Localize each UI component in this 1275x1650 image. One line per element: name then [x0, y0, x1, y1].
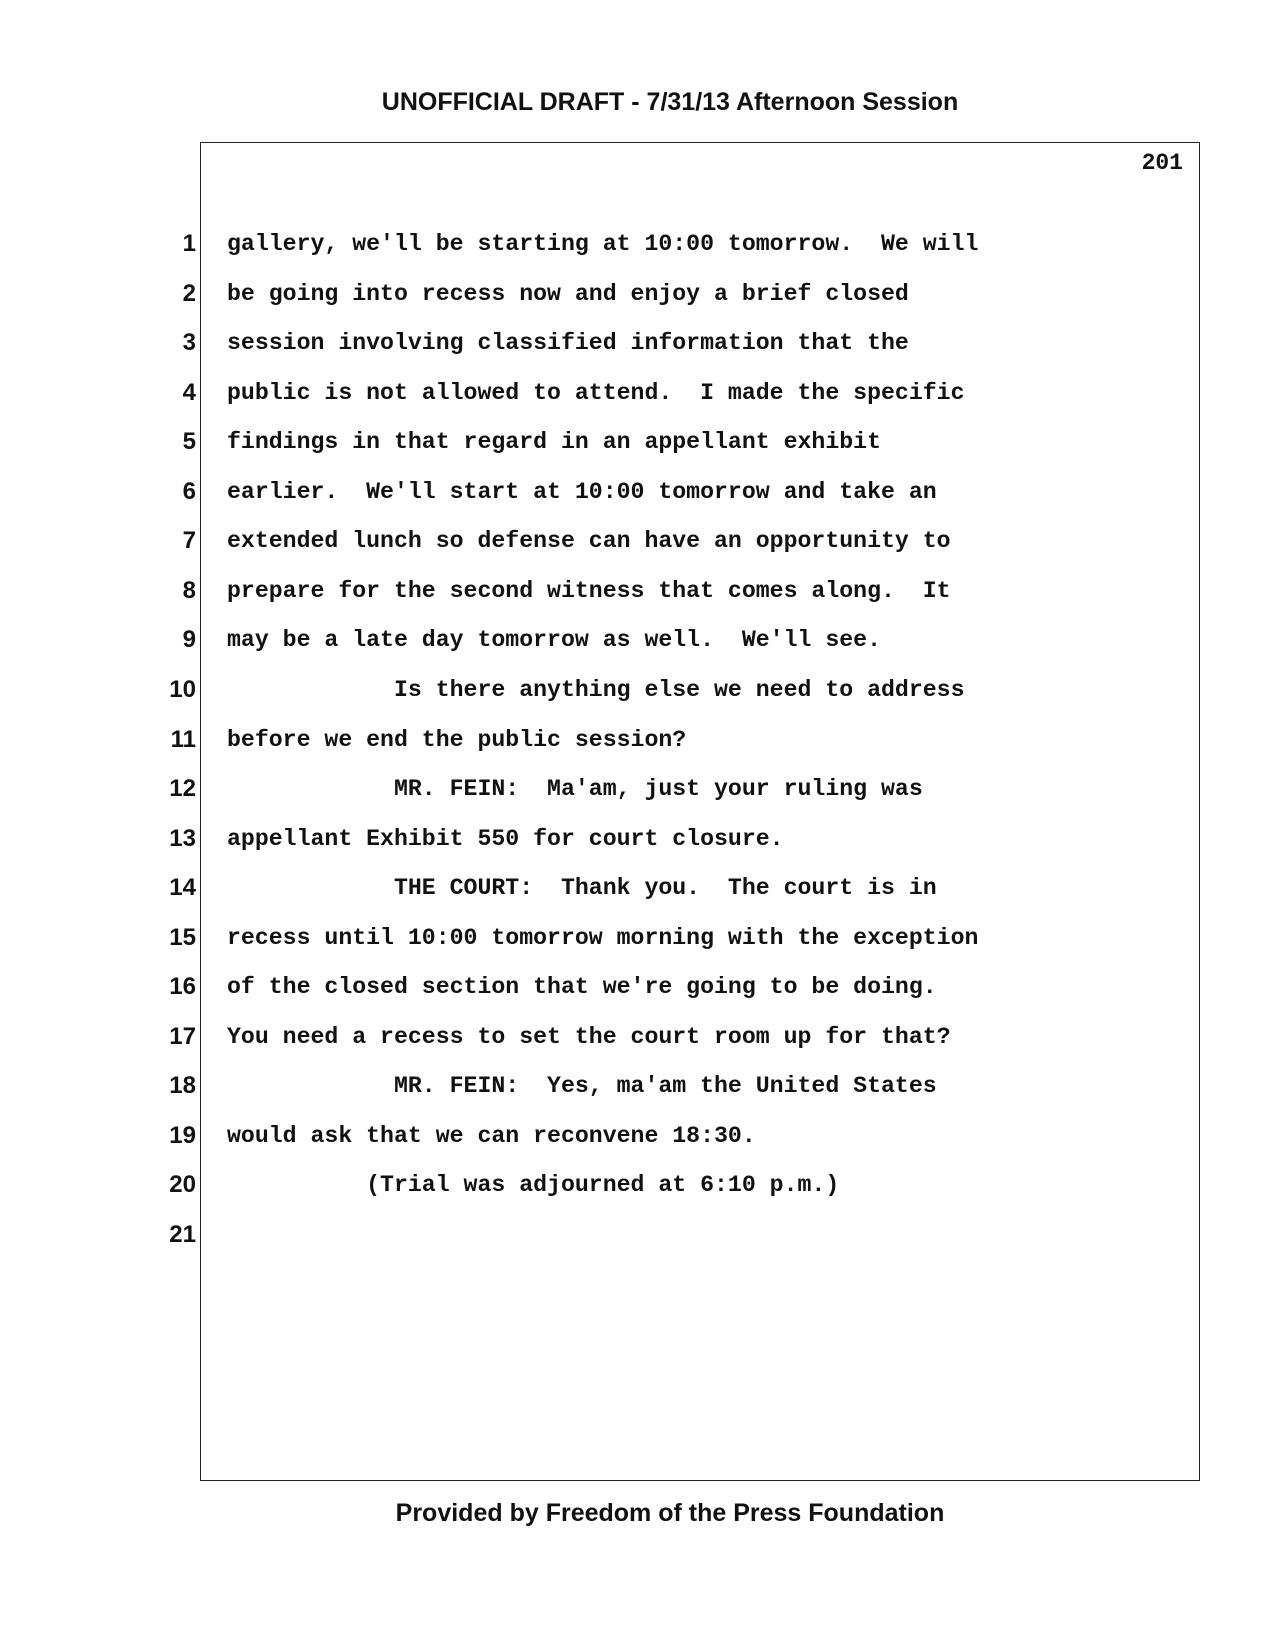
- line-number: 3: [182, 329, 196, 356]
- transcript-line: You need a recess to set the court room up for that?: [227, 1024, 951, 1050]
- line-number: 18: [169, 1072, 196, 1099]
- transcript-line: of the closed section that we're going to be doing.: [227, 974, 937, 1000]
- transcript-line: THE COURT: Thank you. The court is in: [227, 875, 937, 901]
- line-number: 10: [169, 676, 196, 703]
- line-number: 17: [169, 1023, 196, 1050]
- transcript-line: (Trial was adjourned at 6:10 p.m.): [227, 1172, 840, 1198]
- line-number: 1: [182, 230, 196, 257]
- line-number: 21: [169, 1221, 196, 1248]
- line-number: 11: [170, 726, 196, 753]
- transcript-line: public is not allowed to attend. I made the specific: [227, 380, 965, 406]
- transcript-line: findings in that regard in an appellant exhibit: [227, 429, 881, 455]
- transcript-line: prepare for the second witness that comes along. It: [227, 578, 951, 604]
- line-number: 20: [169, 1171, 196, 1198]
- transcript-line: would ask that we can reconvene 18:30.: [227, 1123, 756, 1149]
- transcript-line: session involving classified information that the: [227, 330, 909, 356]
- line-number: 9: [182, 626, 196, 653]
- transcript-line: before we end the public session?: [227, 727, 687, 753]
- line-number: 14: [169, 874, 196, 901]
- page-number: 201: [1141, 150, 1183, 176]
- transcript-line: gallery, we'll be starting at 10:00 tomorrow. We will: [227, 231, 979, 257]
- line-number: 8: [182, 577, 196, 604]
- transcript-line: MR. FEIN: Ma'am, just your ruling was: [227, 776, 923, 802]
- document-header: UNOFFICIAL DRAFT - 7/31/13 Afternoon Session: [381, 88, 959, 116]
- line-number: 4: [182, 379, 196, 406]
- transcript-line: be going into recess now and enjoy a brief closed: [227, 281, 909, 307]
- transcript-line: MR. FEIN: Yes, ma'am the United States: [227, 1073, 937, 1099]
- document-footer: Provided by Freedom of the Press Foundation: [395, 1499, 945, 1527]
- transcript-line: earlier. We'll start at 10:00 tomorrow and take an: [227, 479, 937, 505]
- transcript-line: appellant Exhibit 550 for court closure.: [227, 826, 784, 852]
- line-number: 5: [182, 428, 196, 455]
- line-number: 7: [182, 527, 196, 554]
- transcript-line: extended lunch so defense can have an opportunity to: [227, 528, 951, 554]
- transcript-line: may be a late day tomorrow as well. We'll see.: [227, 627, 881, 653]
- transcript-line: Is there anything else we need to address: [227, 677, 965, 703]
- line-number: 19: [169, 1122, 196, 1149]
- line-number: 15: [169, 924, 196, 951]
- line-number: 12: [169, 775, 196, 802]
- line-number: 16: [169, 973, 196, 1000]
- line-number: 13: [169, 825, 196, 852]
- line-number: 2: [182, 280, 196, 307]
- transcript-line: recess until 10:00 tomorrow morning with the exception: [227, 925, 979, 951]
- line-number: 6: [182, 478, 196, 505]
